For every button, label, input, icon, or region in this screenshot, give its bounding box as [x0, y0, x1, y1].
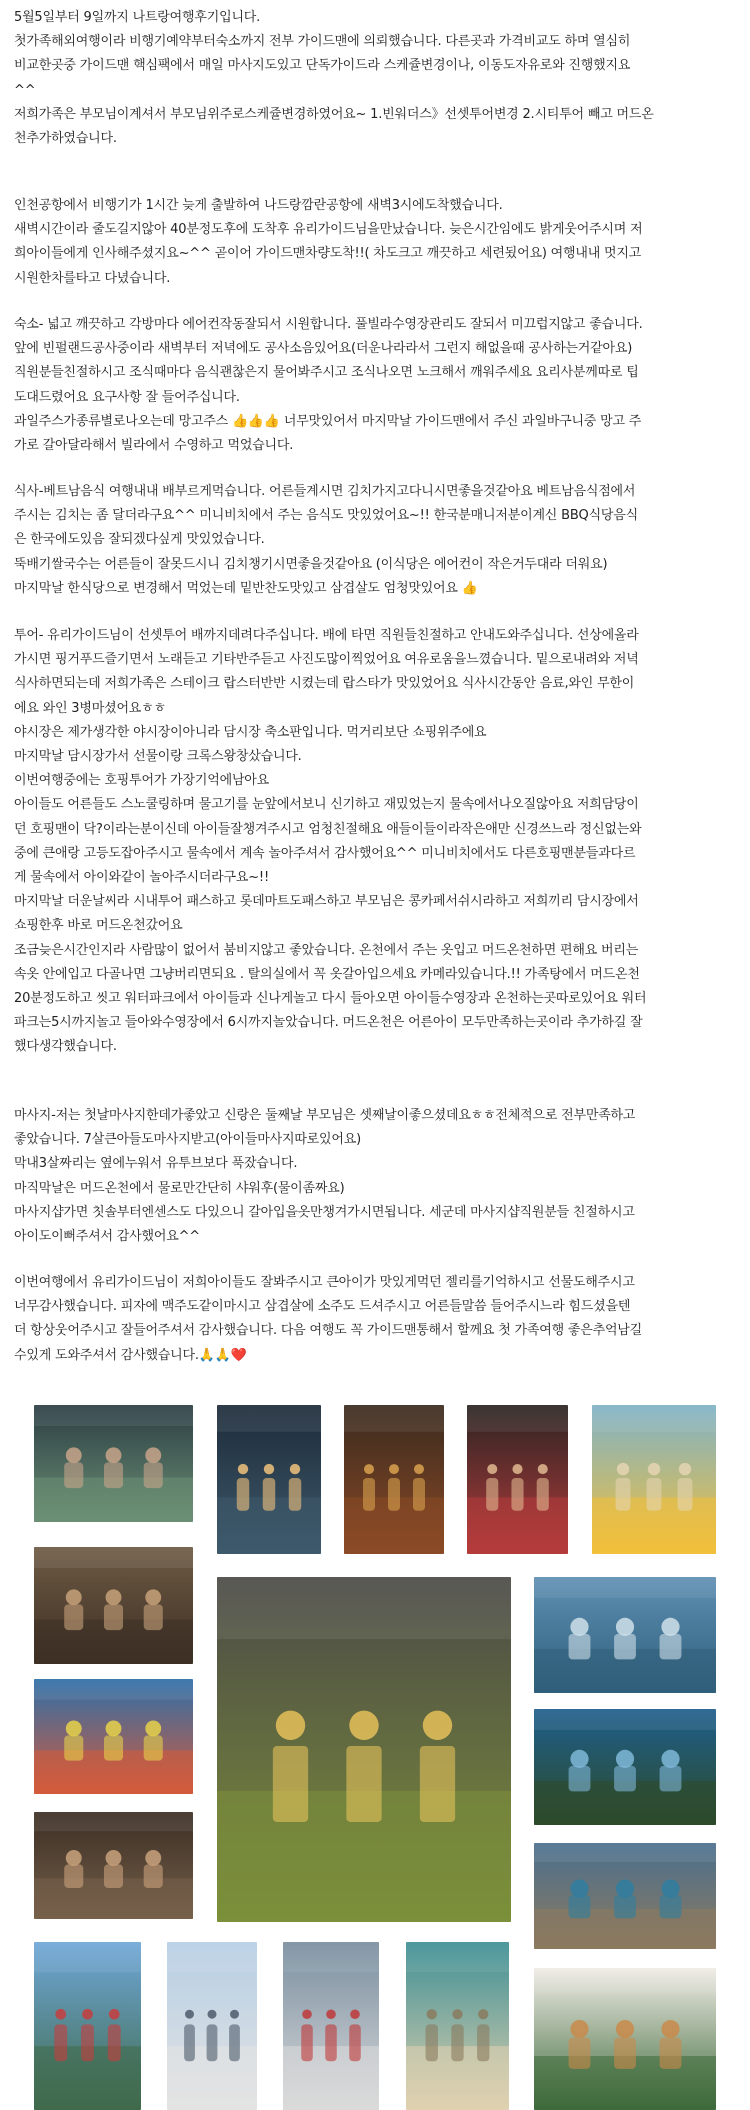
pool-family-photo[interactable] [34, 1405, 193, 1522]
seafood-table-photo[interactable] [534, 1968, 716, 2110]
text-line: ^^ [14, 82, 36, 98]
text-line: 인천공항에서 비행기가 1시간 늦게 출발하여 나드랑깜란공항에 새벽3시에도착했습니다. [14, 198, 503, 213]
text-line: 희아이들에게 인사해주셨지요~^^ 곧이어 가이드맨차량도착!!( 차도크고 깨끗하고 세련됬어요) 여행내내 멋지고 [14, 246, 642, 262]
rock-swim-photo[interactable] [406, 1942, 509, 2110]
paragraph-arrival [14, 194, 642, 291]
text-line: 아이도이뻐주셔서 감사했어요^^ [14, 1229, 200, 1245]
night-restaurant-photo[interactable] [217, 1405, 321, 1554]
text-line: 게 물속에서 아이와같이 놀아주시더라구요~!! [14, 870, 269, 886]
paragraph-thanks [14, 1271, 642, 1368]
text-line: 가시면 핑거푸드즐기면서 노래듣고 기타반주듣고 사진도많이찍었어요 여유로움을느꼈습니다. 밑으로내려와 저녁 [14, 652, 639, 668]
text-line: 마지막날 한식당으로 변경해서 먹었는데 밑반찬도맛있고 삼겹살도 엄청맛있어요 👍 [14, 580, 478, 596]
sea-boat-photo[interactable] [534, 1577, 716, 1693]
waterpark-slide-photo[interactable] [34, 1679, 193, 1794]
text-line: 앞에 빈펄랜드공사중이라 새벽부터 저녁에도 공사소음있어요(더운나라라서 그런지 해없을때 공사하는거같아요) [14, 341, 633, 357]
text-line: 직원분들친절하시고 조식때마다 음식괜찮은지 물어봐주시고 조식나오면 노크해서 깨워주세요 요리사분께따로 팁 [14, 365, 639, 381]
text-line: 도대드렸어요 요구사항 잘 들어주십니다. [14, 389, 240, 405]
text-line: 너무감사했습니다. 피자에 맥주도같이마시고 삼겹살에 소주도 드셔주시고 어른들말씀 들어주시느라 힘드셨을텐 [14, 1299, 631, 1315]
text-line: 막내3살짜리는 옆에누워서 유투브보다 푹잤습니다. [14, 1156, 298, 1172]
text-line: 20분정도하고 씻고 워터파크에서 아이들과 신나게놀고 다시 들아오면 아이들수영장과 온천하는곳따로있어요 워터 [14, 991, 647, 1007]
text-line: 숙소- 넓고 깨끗하고 각방마다 에어컨작동잘되서 시원합니다. 풀빌라수영장관리도 잘되서 미끄럽지않고 좋습니다. [14, 317, 643, 332]
text-line: 시원한차를타고 다녔습니다. [14, 270, 171, 286]
paragraph-meals [14, 480, 638, 601]
harbor-family-photo[interactable] [34, 1942, 141, 2110]
paragraph-intro [14, 6, 654, 151]
text-line: 뚝배기쌀국수는 어른들이 잘못드시니 김치챙기시면좋을것같아요 (이식당은 에어컨이 작은거두대라 더워요) [14, 556, 608, 572]
text-line: 비교한곳중 가이드맨 핵심팩에서 매일 마사지도있고 단독가이드라 스케쥴변경이나, 이동도자유로와 진행했지요 [14, 58, 631, 74]
text-line: 마지막날 담시장가서 선물이랑 크록스왕창샀습니다. [14, 749, 302, 765]
text-line: 마사지샵가면 칫솔부터엔센스도 다있으니 갈아입을옷만챙겨가시면됩니다. 세군데 마사지샵직원분들 친절하시고 [14, 1204, 635, 1220]
pier-group-photo[interactable] [167, 1942, 257, 2110]
text-line: 식사-베트남음식 여행내내 배부르게먹습니다. 어른들계시면 김치가지고다니시면좋을것같아요 베트남음식점에서 [14, 484, 636, 499]
text-line: 마직막날은 머드온천에서 물로만간단히 샤워후(물이좀짜요) [14, 1180, 345, 1196]
text-line: 마사지-저는 첫날마사지한데가좋았고 신랑은 둘째날 부모님은 셋째날이좋으셨데요ㅎㅎ전체적으로 전부만족하고 [14, 1108, 636, 1123]
infinity-pool-photo[interactable] [534, 1709, 716, 1825]
text-line: 에요 와인 3병마셨어요ㅎㅎ [14, 700, 166, 716]
paragraph-massage [14, 1104, 635, 1249]
text-line: 5월5일부터 9일까지 나트랑여행후기입니다. [14, 10, 261, 25]
boat-group-photo[interactable] [283, 1942, 379, 2110]
mud-bath-photo[interactable] [34, 1547, 193, 1664]
text-line: 투어- 유리가이드님이 선셋투어 배까지데려다주십니다. 배에 타면 직원들친절하고 안내도와주십니다. 선상에올라 [14, 628, 639, 643]
text-line: 가로 갈아달라해서 빌라에서 수영하고 먹었습니다. [14, 438, 294, 454]
text-line: 천추가하였습니다. [14, 131, 117, 147]
fruit-basket-photo[interactable] [217, 1577, 511, 1922]
text-line: 했다생각했습니다. [14, 1039, 117, 1055]
villa-pool-photo[interactable] [534, 1843, 716, 1949]
text-line: 수있게 도와주셔서 감사했습니다.🙏🙏❤️ [14, 1347, 247, 1363]
text-line: 조금늦은시간인지라 사람많이 없어서 붐비지않고 좋았습니다. 온천에서 주는 옷입고 머드온천하면 편해요 버리는 [14, 942, 639, 958]
text-line: 좋았습니다. 7살큰아들도마사지받고(아이들마사지따로있어요) [14, 1132, 361, 1148]
text-line: 첫가족해외여행이라 비행기예약부터숙소까지 전부 가이드맨에 의뢰했습니다. 다른곳과 가격비교도 하며 열심히 [14, 34, 631, 50]
text-line: 쇼핑한후 바로 머드온천갔어요 [14, 918, 183, 934]
dinner-group-photo[interactable] [34, 1812, 193, 1919]
paragraph-accommodation [14, 313, 643, 458]
text-line: 이번여행에서 유리가이드님이 저희아이들도 잘봐주시고 큰아이가 맛있게먹던 젤리를기억하시고 선물도해주시고 [14, 1275, 635, 1290]
text-line: 과일주스가종류별로나오는데 망고주스 👍👍👍 너무맛있어서 마지막날 가이드맨에서 주신 과일바구니중 망고 주 [14, 413, 642, 429]
text-line: 식사하면되는데 저희가족은 스테이크 랍스터반반 시켰는데 랍스타가 맛있었어요 식사시간동안 음료,와인 무한이 [14, 676, 635, 692]
text-line: 파크는5시까지놀고 들아와수영장에서 6시까지놀았습니다. 머드온천은 어른아이 모두만족하는곳이라 추가하길 잘 [14, 1015, 643, 1031]
text-line: 야시장은 제가생각한 야시장이아니라 담시장 축소판입니다. 먹거리보단 쇼핑위주에요 [14, 724, 487, 740]
text-line: 던 호핑맨이 닥?이라는분이신데 아이들잘챙겨주시고 엄청친절해요 애들이들이라작은애만 신경쓰느라 정신없는와 [14, 821, 642, 837]
text-line: 이번여행중에는 호핑투어가 가장기억에남아요 [14, 773, 270, 789]
text-line: 속옷 안에입고 다골나면 그냥버리면되요 . 탈의실에서 꼭 옷갈아입으세요 카메라있습니다.!! 가족탕에서 머드온천 [14, 966, 640, 982]
pizza-photo[interactable] [344, 1405, 444, 1554]
text-line: 은 한국에도있음 잘되겠다싶게 맛있었습니다. [14, 532, 265, 548]
text-line: 중에 큰애랑 고등도잡아주시고 물속에서 계속 놀아주셔서 감사했어요^^ 미니비치에서도 다른호핑맨분들과다르 [14, 845, 636, 861]
text-line: 새벽시간이라 줄도길지않아 40분정도후에 도착후 유리가이드님을만났습니다. 늦은시간임에도 밝게웃어주시며 저 [14, 222, 643, 238]
kid-dessert-photo[interactable] [467, 1405, 568, 1554]
text-line: 더 항상웃어주시고 잘들어주셔서 감사했습니다. 다음 여행도 꼭 가이드맨통해서 할께요 첫 가족여행 좋은추억남길 [14, 1323, 643, 1339]
text-line: 아이들도 어른들도 스노쿨링하며 물고기를 눈앞에서보니 신기하고 재밌었는지 물속에서나오질않아요 저희담당이 [14, 797, 639, 813]
paragraph-tours [14, 624, 646, 1060]
beach-kid-photo[interactable] [592, 1405, 716, 1554]
text-line: 마지막날 더운날씨라 시내투어 패스하고 롯데마트도패스하고 부모님은 콩카페서쉬시라하고 저희끼리 담시장에서 [14, 894, 639, 910]
text-line: 주시는 김치는 좀 달더라구요^^ 미니비치에서 주는 음식도 맛있었어요~!! 한국분매니저분이계신 BBQ식당음식 [14, 508, 638, 524]
text-line: 저희가족은 부모님이계셔서 부모님위주로스케쥴변경하였어요~ 1.빈워더스》선셋투어변경 2.시티투어 빼고 머드온 [14, 106, 654, 122]
